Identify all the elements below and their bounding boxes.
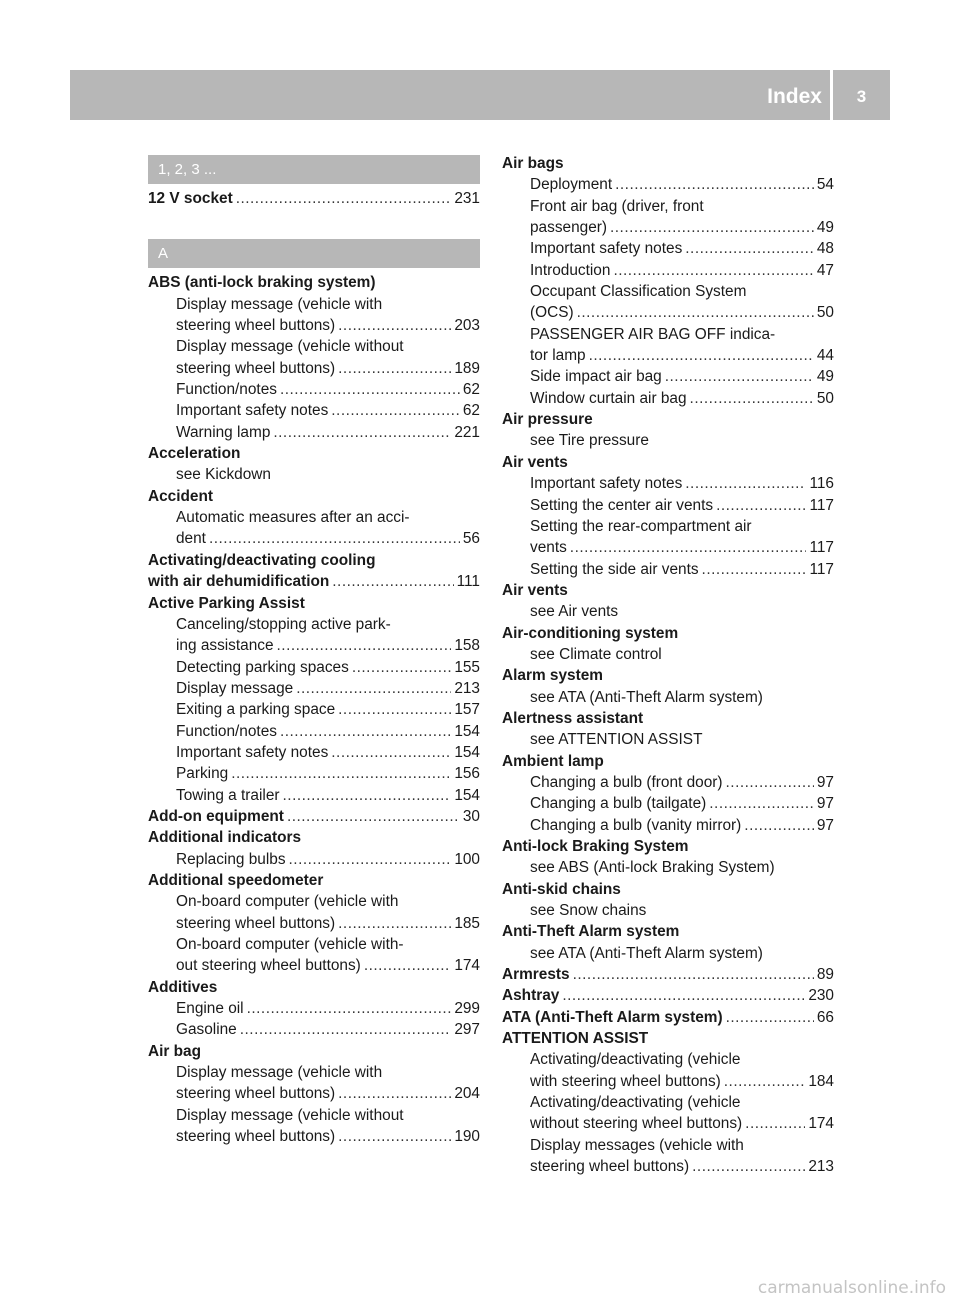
index-section-header: 1, 2, 3 ...: [148, 155, 480, 184]
page-number: 3: [856, 87, 867, 106]
entry-text: steering wheel buttons): [176, 1128, 336, 1146]
dot-leader: [685, 473, 806, 494]
dot-leader: [702, 559, 807, 580]
index-subentry: [502, 1092, 834, 1113]
entry-text: Air bags: [502, 155, 564, 172]
entry-text: Additives: [148, 978, 218, 996]
index-subentry[interactable]: [148, 678, 480, 699]
entry-page-number[interactable]: 184: [808, 1072, 834, 1090]
entry-text: see ABS (Anti-lock Braking System): [530, 859, 775, 877]
entry-page-number[interactable]: 62: [462, 402, 480, 420]
dot-leader: [338, 699, 451, 720]
entry-text: Important safety notes: [176, 402, 329, 420]
dot-leader: [338, 913, 451, 934]
dot-leader: [562, 985, 805, 1006]
index-subentry[interactable]: [502, 793, 834, 814]
index-subentry[interactable]: [502, 1156, 834, 1177]
index-subentry: [502, 324, 834, 345]
index-subentry: [502, 281, 834, 302]
section-gap: [148, 209, 480, 239]
entry-page-number[interactable]: 44: [816, 347, 834, 365]
entry-text: steering wheel buttons): [176, 914, 336, 932]
entry-page-number[interactable]: 204: [454, 1085, 480, 1103]
entry-text: passenger): [530, 219, 607, 237]
index-subentry[interactable]: [148, 742, 480, 763]
entry-page-number[interactable]: 47: [816, 261, 834, 279]
entry-page-number[interactable]: 174: [808, 1115, 834, 1133]
index-entry[interactable]: [148, 806, 480, 827]
entry-page-number[interactable]: 111: [456, 573, 480, 591]
index-column-left: [148, 155, 480, 1147]
entry-text: see Tire pressure: [530, 432, 649, 450]
dot-leader: [338, 1126, 451, 1147]
entry-text: Important safety notes: [530, 240, 683, 258]
index-entry: [502, 153, 834, 174]
dot-leader: [716, 495, 806, 516]
index-subentry[interactable]: [148, 1019, 480, 1040]
entry-text: with air dehumidification: [148, 573, 330, 591]
entry-page-number[interactable]: 154: [454, 786, 480, 804]
entry-text: Anti-skid chains: [502, 880, 621, 898]
entry-text: Canceling/stopping active park-: [176, 615, 391, 633]
entry-text: On-board computer (vehicle with-: [176, 936, 404, 953]
index-subentry[interactable]: [148, 1083, 480, 1104]
index-entry: [148, 593, 480, 614]
index-subentry: [502, 1135, 834, 1156]
dot-leader: [247, 998, 452, 1019]
entry-text: Side impact air bag: [530, 368, 662, 386]
dot-leader: [573, 964, 814, 985]
index-subentry[interactable]: [148, 1126, 480, 1147]
entry-text: 12 V socket: [148, 190, 233, 207]
entry-text: Engine oil: [176, 1000, 244, 1018]
index-subentry[interactable]: [502, 1071, 834, 1092]
entry-text: see Kickdown: [176, 466, 271, 484]
entry-page-number[interactable]: 48: [816, 240, 834, 258]
entry-text: Function/notes: [176, 722, 277, 740]
index-subentry[interactable]: [148, 998, 480, 1019]
entry-text: steering wheel buttons): [176, 1085, 336, 1103]
entry-text: steering wheel buttons): [530, 1158, 690, 1176]
index-entry: [148, 272, 480, 293]
entry-text: Add-on equipment: [148, 807, 284, 825]
entry-text: Detecting parking spaces: [176, 658, 349, 676]
entry-text: Function/notes: [176, 381, 277, 399]
index-subentry[interactable]: [148, 699, 480, 720]
dot-leader: [277, 635, 452, 656]
dot-leader: [744, 815, 814, 836]
entry-text: see Climate control: [530, 645, 662, 663]
index-entry: [502, 751, 834, 772]
index-subentry[interactable]: [148, 955, 480, 976]
index-entry[interactable]: [502, 964, 834, 985]
dot-leader: [338, 315, 451, 336]
entry-text: Active Parking Assist: [148, 594, 305, 612]
entry-text: with steering wheel buttons): [530, 1072, 721, 1090]
index-subentry: [502, 196, 834, 217]
dot-leader: [745, 1113, 805, 1134]
dot-leader: [331, 742, 451, 763]
entry-text: Air vents: [502, 453, 568, 471]
entry-page-number[interactable]: 154: [454, 722, 480, 740]
entry-text: Changing a bulb (front door): [530, 773, 723, 791]
entry-text: Anti-lock Braking System: [502, 838, 689, 855]
index-entry: [148, 827, 480, 848]
entry-page-number[interactable]: 89: [816, 966, 834, 984]
page-header: [70, 70, 890, 120]
dot-leader: [289, 849, 452, 870]
entry-text: Activating/deactivating (vehicle: [530, 1094, 741, 1112]
entry-text: Important safety notes: [176, 743, 329, 761]
index-subentry[interactable]: [148, 379, 480, 400]
index-subentry[interactable]: [148, 721, 480, 742]
entry-page-number[interactable]: 66: [816, 1008, 834, 1026]
index-entry: [148, 550, 480, 571]
entry-text: Important safety notes: [530, 475, 683, 493]
dot-leader: [338, 1083, 451, 1104]
entry-text: Replacing bulbs: [176, 850, 286, 868]
entry-text: Anti-Theft Alarm system: [502, 923, 680, 941]
dot-leader: [280, 721, 451, 742]
entry-page-number[interactable]: 97: [816, 795, 834, 813]
dot-leader: [331, 400, 460, 421]
entry-text: Setting the side air vents: [530, 560, 699, 578]
index-entry[interactable]: [502, 1007, 834, 1028]
entry-text: Air bag: [148, 1042, 202, 1060]
index-entry: [502, 1028, 834, 1049]
entry-text: Armrests: [502, 966, 570, 984]
entry-page-number[interactable]: 174: [454, 957, 480, 975]
index-subentry: [502, 601, 834, 622]
index-subentry[interactable]: [502, 260, 834, 281]
entry-text: Parking: [176, 765, 229, 783]
entry-text: steering wheel buttons): [176, 317, 336, 335]
entry-text: Warning lamp: [176, 423, 271, 441]
entry-text: Towing a trailer: [176, 786, 280, 804]
index-subentry: [148, 507, 480, 528]
entry-text: PASSENGER AIR BAG OFF indica-: [530, 325, 776, 343]
dot-leader: [283, 785, 452, 806]
entry-text: Ashtray: [502, 987, 560, 1005]
entry-page-number[interactable]: 50: [816, 389, 834, 407]
dot-leader: [209, 528, 460, 549]
entry-page-number[interactable]: 56: [462, 530, 480, 548]
entry-text: Activating/deactivating cooling: [148, 551, 376, 569]
index-subentry[interactable]: [148, 635, 480, 656]
entry-text: On-board computer (vehicle with: [176, 893, 399, 911]
entry-text: Ambient lamp: [502, 752, 604, 770]
entry-page-number[interactable]: 97: [816, 773, 834, 791]
entry-page-number[interactable]: 154: [454, 743, 480, 761]
index-subentry[interactable]: [502, 366, 834, 387]
entry-text: see ATA (Anti-Theft Alarm system): [530, 944, 763, 962]
index-entry: [502, 665, 834, 686]
dot-leader: [690, 388, 814, 409]
entry-page-number[interactable]: 49: [816, 219, 834, 237]
entry-text: Air-conditioning system: [502, 624, 679, 642]
index-section-header: A: [148, 239, 480, 268]
index-subentry: [148, 934, 480, 955]
entry-page-number[interactable]: 100: [454, 850, 480, 868]
entry-text: ABS (anti-lock braking system): [148, 274, 376, 292]
dot-leader: [724, 1071, 806, 1092]
index-subentry[interactable]: [502, 174, 834, 195]
index-subentry[interactable]: [502, 495, 834, 516]
index-subentry: [502, 516, 834, 537]
index-entry: [502, 452, 834, 473]
entry-page-number[interactable]: 30: [462, 807, 480, 825]
entry-page-number[interactable]: 297: [454, 1021, 480, 1039]
index-entry[interactable]: [502, 985, 834, 1006]
dot-leader: [726, 772, 814, 793]
entry-text: Alertness assistant: [502, 709, 644, 727]
entry-text: Air pressure: [502, 411, 593, 429]
index-subentry: [502, 430, 834, 451]
index-subentry: [502, 1049, 834, 1070]
index-entry: [502, 708, 834, 729]
index-entry: [148, 1041, 480, 1062]
entry-text: ATTENTION ASSIST: [502, 1030, 649, 1048]
entry-text: Changing a bulb (tailgate): [530, 795, 707, 813]
dot-leader: [231, 763, 451, 784]
index-subentry[interactable]: [148, 763, 480, 784]
entry-text: see Snow chains: [530, 902, 647, 920]
index-entry: [148, 870, 480, 891]
index-subentry[interactable]: [502, 559, 834, 580]
index-subentry[interactable]: [148, 315, 480, 336]
dot-leader: [615, 174, 814, 195]
dot-leader: [610, 217, 814, 238]
entry-text: (OCS): [530, 304, 574, 322]
entry-page-number[interactable]: 156: [454, 765, 480, 783]
entry-text: ATA (Anti-Theft Alarm system): [502, 1008, 723, 1026]
entry-page-number[interactable]: 50: [816, 304, 834, 322]
index-subentry[interactable]: [148, 657, 480, 678]
index-entry[interactable]: [148, 571, 480, 592]
index-subentry[interactable]: [502, 772, 834, 793]
index-subentry[interactable]: [148, 785, 480, 806]
dot-leader: [287, 806, 460, 827]
dot-leader: [332, 571, 453, 592]
entry-text: Deployment: [530, 176, 613, 194]
dot-leader: [280, 379, 460, 400]
dot-leader: [352, 657, 451, 678]
entry-text: Activating/deactivating (vehicle: [530, 1051, 741, 1069]
index-subentry[interactable]: [502, 473, 834, 494]
entry-text: Alarm system: [502, 667, 603, 685]
index-subentry: [148, 614, 480, 635]
entry-text: Display message (vehicle with: [176, 1064, 383, 1082]
entry-page-number[interactable]: 49: [816, 368, 834, 386]
index-subentry: [502, 857, 834, 878]
entry-text: tor lamp: [530, 347, 586, 365]
index-subentry[interactable]: [148, 528, 480, 549]
dot-leader: [709, 793, 814, 814]
entry-text: Exiting a parking space: [176, 701, 336, 719]
entry-text: see Air vents: [530, 603, 619, 621]
entry-page-number[interactable]: 231: [454, 190, 480, 207]
entry-text: Setting the center air vents: [530, 496, 714, 514]
entry-page-number[interactable]: 185: [454, 914, 480, 932]
entry-text: Window curtain air bag: [530, 389, 687, 407]
index-subentry[interactable]: [502, 238, 834, 259]
index-subentry: [148, 1062, 480, 1083]
index-subentry[interactable]: [148, 913, 480, 934]
entry-page-number[interactable]: 116: [809, 475, 834, 493]
entry-page-number[interactable]: 230: [808, 987, 834, 1005]
dot-leader: [273, 422, 451, 443]
entry-page-number[interactable]: 221: [454, 423, 480, 441]
entry-page-number[interactable]: 213: [454, 679, 480, 697]
dot-leader: [685, 238, 814, 259]
index-subentry[interactable]: [502, 217, 834, 238]
index-entry: [502, 580, 834, 601]
entry-text: Introduction: [530, 261, 611, 279]
entry-page-number[interactable]: 213: [808, 1158, 834, 1176]
entry-text: Additional indicators: [148, 829, 302, 847]
dot-leader: [589, 345, 814, 366]
dot-leader: [613, 260, 813, 281]
entry-text: vents: [530, 539, 567, 557]
index-subentry: [148, 336, 480, 357]
entry-page-number[interactable]: 155: [454, 658, 480, 676]
entry-page-number[interactable]: 62: [462, 381, 480, 399]
index-entry: [502, 409, 834, 430]
entry-page-number[interactable]: 117: [809, 560, 834, 578]
dot-leader: [692, 1156, 805, 1177]
entry-page-number[interactable]: 190: [454, 1128, 480, 1146]
index-subentry: [148, 891, 480, 912]
entry-text: Automatic measures after an acci-: [176, 509, 410, 527]
index-entry: [502, 623, 834, 644]
entry-text: Display messages (vehicle with: [530, 1136, 744, 1154]
index-subentry: [502, 943, 834, 964]
entry-text: Additional speedometer: [148, 871, 324, 889]
entry-text: Display message (vehicle with: [176, 295, 383, 313]
entry-text: Accident: [148, 487, 213, 505]
entry-text: Display message: [176, 679, 294, 697]
page-title: Index: [767, 85, 822, 108]
entry-text: out steering wheel buttons): [176, 957, 361, 975]
entry-page-number[interactable]: 189: [454, 359, 480, 377]
index-subentry[interactable]: [502, 537, 834, 558]
dot-leader: [240, 1019, 452, 1040]
index-subentry[interactable]: [148, 400, 480, 421]
entry-text: Display message (vehicle without: [176, 1106, 404, 1124]
entry-page-number[interactable]: 54: [816, 176, 834, 194]
entry-text: see ATTENTION ASSIST: [530, 731, 703, 749]
index-column-right: [502, 153, 834, 1178]
dot-leader: [726, 1007, 814, 1028]
entry-text: without steering wheel buttons): [530, 1115, 743, 1133]
index-entry: [502, 879, 834, 900]
entry-page-number[interactable]: 117: [809, 539, 834, 557]
index-subentry[interactable]: [148, 358, 480, 379]
entry-text: Display message (vehicle without: [176, 338, 404, 356]
index-subentry[interactable]: [502, 815, 834, 836]
index-subentry[interactable]: [148, 422, 480, 443]
entry-text: Occupant Classification System: [530, 283, 747, 301]
entry-text: dent: [176, 530, 206, 548]
index-subentry[interactable]: [148, 849, 480, 870]
index-entry: [502, 921, 834, 942]
index-subentry[interactable]: [502, 388, 834, 409]
dot-leader: [665, 366, 814, 387]
entry-page-number[interactable]: 299: [454, 1000, 480, 1018]
index-subentry: [502, 729, 834, 750]
entry-text: Air vents: [502, 581, 568, 599]
entry-text: Gasoline: [176, 1021, 237, 1039]
entry-text: Front air bag (driver, front: [530, 197, 704, 215]
entry-text: ing assistance: [176, 637, 274, 655]
index-entry: [502, 836, 834, 857]
index-entry: [148, 443, 480, 464]
entry-text: Setting the rear-compartment air: [530, 517, 752, 535]
index-subentry: [148, 1105, 480, 1126]
dot-leader: [236, 188, 452, 209]
index-entry: [148, 977, 480, 998]
dot-leader: [338, 358, 451, 379]
index-subentry: [502, 644, 834, 665]
dot-leader: [570, 537, 807, 558]
watermark: carmanualsonline.info: [757, 1278, 946, 1298]
entry-page-number[interactable]: 203: [454, 317, 480, 335]
entry-text: Changing a bulb (vanity mirror): [530, 816, 742, 834]
dot-leader: [364, 955, 452, 976]
index-subentry: [148, 294, 480, 315]
entry-text: see ATA (Anti-Theft Alarm system): [530, 688, 763, 706]
dot-leader: [577, 302, 814, 323]
index-subentry[interactable]: [502, 345, 834, 366]
entry-page-number[interactable]: 158: [454, 637, 480, 655]
index-subentry: [148, 464, 480, 485]
entry-page-number[interactable]: 157: [454, 701, 480, 719]
index-subentry: [502, 900, 834, 921]
entry-text: steering wheel buttons): [176, 359, 336, 377]
index-entry[interactable]: [148, 188, 480, 209]
entry-page-number[interactable]: 117: [809, 496, 834, 514]
index-subentry: [502, 687, 834, 708]
entry-page-number[interactable]: 97: [816, 816, 834, 834]
index-entry: [148, 486, 480, 507]
dot-leader: [296, 678, 451, 699]
entry-text: Acceleration: [148, 445, 241, 463]
index-subentry[interactable]: [502, 302, 834, 323]
index-subentry[interactable]: [502, 1113, 834, 1134]
